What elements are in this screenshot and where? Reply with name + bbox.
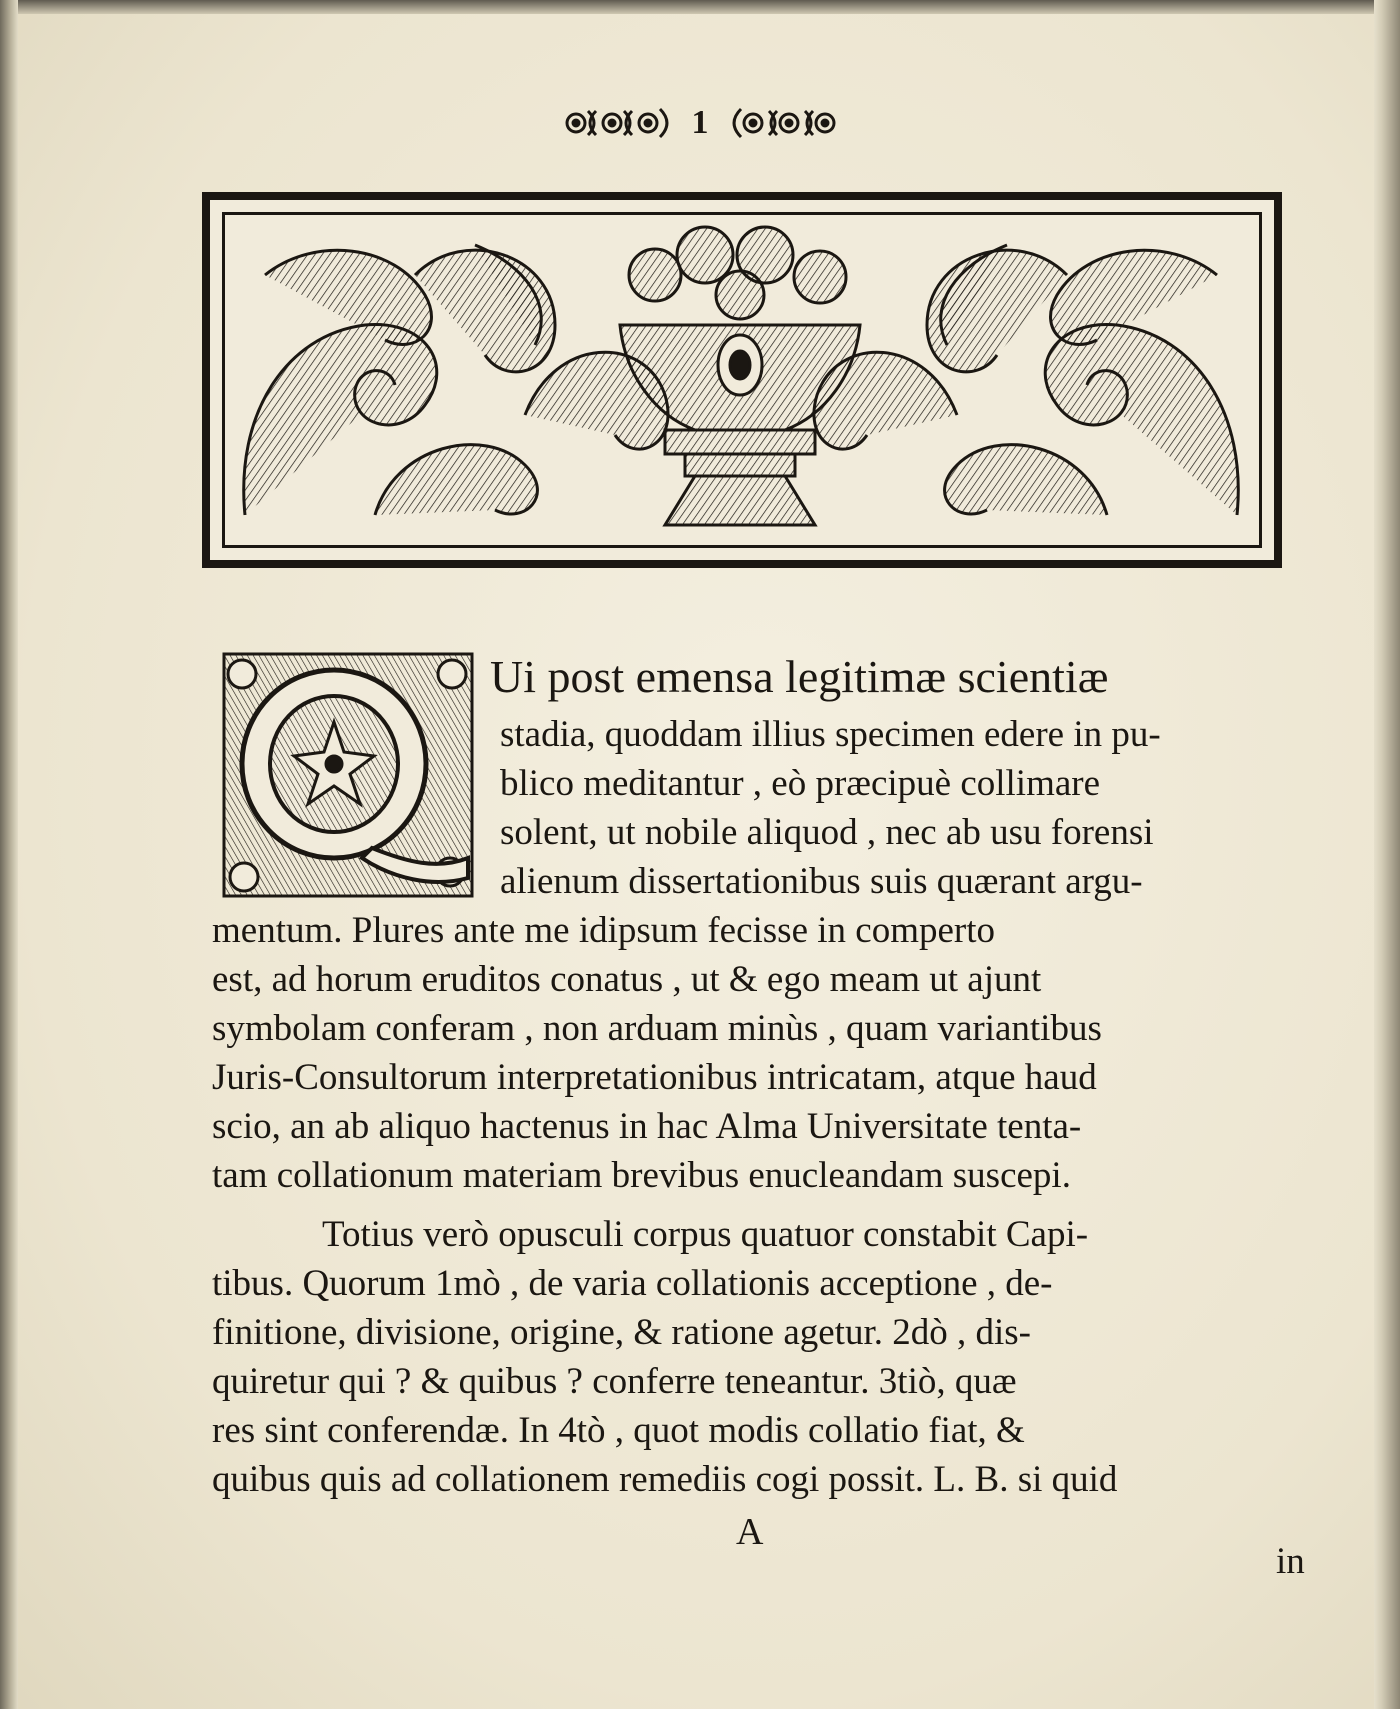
text-line: Ui post emensa legitimæ scientiæ (490, 651, 1109, 702)
page-number: 1 (691, 104, 709, 141)
text-line: finitione, divisione, origine, & ratione agetur. 2dò , dis- (212, 1312, 1031, 1353)
text-line: Juris-Consultorum interpretationibus intricatam, atque haud (212, 1057, 1097, 1098)
text-line: stadia, quoddam illius specimen edere in pu- (500, 714, 1161, 755)
page-edge-right (1374, 0, 1400, 1709)
text-line: alienum dissertationibus suis quærant argu- (500, 861, 1143, 902)
text-line: mentum. Plures ante me idipsum fecisse in comperto (212, 910, 995, 951)
text-line: tam collationum materiam brevibus enucleandam suscepi. (212, 1155, 1071, 1196)
woodcut-headpiece (202, 192, 1282, 568)
fleuron-ornament-left (560, 103, 678, 143)
text-line: blico meditantur , eò præcipuè collimare (500, 763, 1101, 804)
text-line: scio, an ab aliquo hactenus in hac Alma Universitate tenta- (212, 1106, 1082, 1147)
acanthus-urn-ornament (225, 215, 1257, 543)
text-line: tibus. Quorum 1mò , de varia collationis acceptione , de- (212, 1263, 1053, 1304)
text-line: quibus quis ad collationem remediis cogi possit. L. B. si quid (212, 1459, 1118, 1500)
text-line: res sint conferendæ. In 4tò , quot modis collatio fiat, & (212, 1410, 1025, 1451)
text-line: solent, ut nobile aliquod , nec ab usu forensi (500, 812, 1154, 853)
page-edge-top (0, 0, 1400, 14)
text-line: Totius verò opusculi corpus quatuor constabit Capi- (322, 1214, 1089, 1255)
catchword: in (1276, 1541, 1305, 1582)
decorated-initial-q (222, 652, 474, 898)
text-line: quiretur qui ? & quibus ? conferre teneantur. 3tiò, quæ (212, 1361, 1017, 1402)
fleuron-ornament-right (723, 103, 841, 143)
signature-mark: A (736, 1511, 764, 1553)
text-line: symbolam conferam , non arduam minùs , quam variantibus (212, 1008, 1102, 1049)
page-edge-left (0, 0, 18, 1709)
text-line: est, ad horum eruditos conatus , ut & ego meam ut ajunt (212, 959, 1042, 1000)
running-header (0, 98, 1400, 148)
